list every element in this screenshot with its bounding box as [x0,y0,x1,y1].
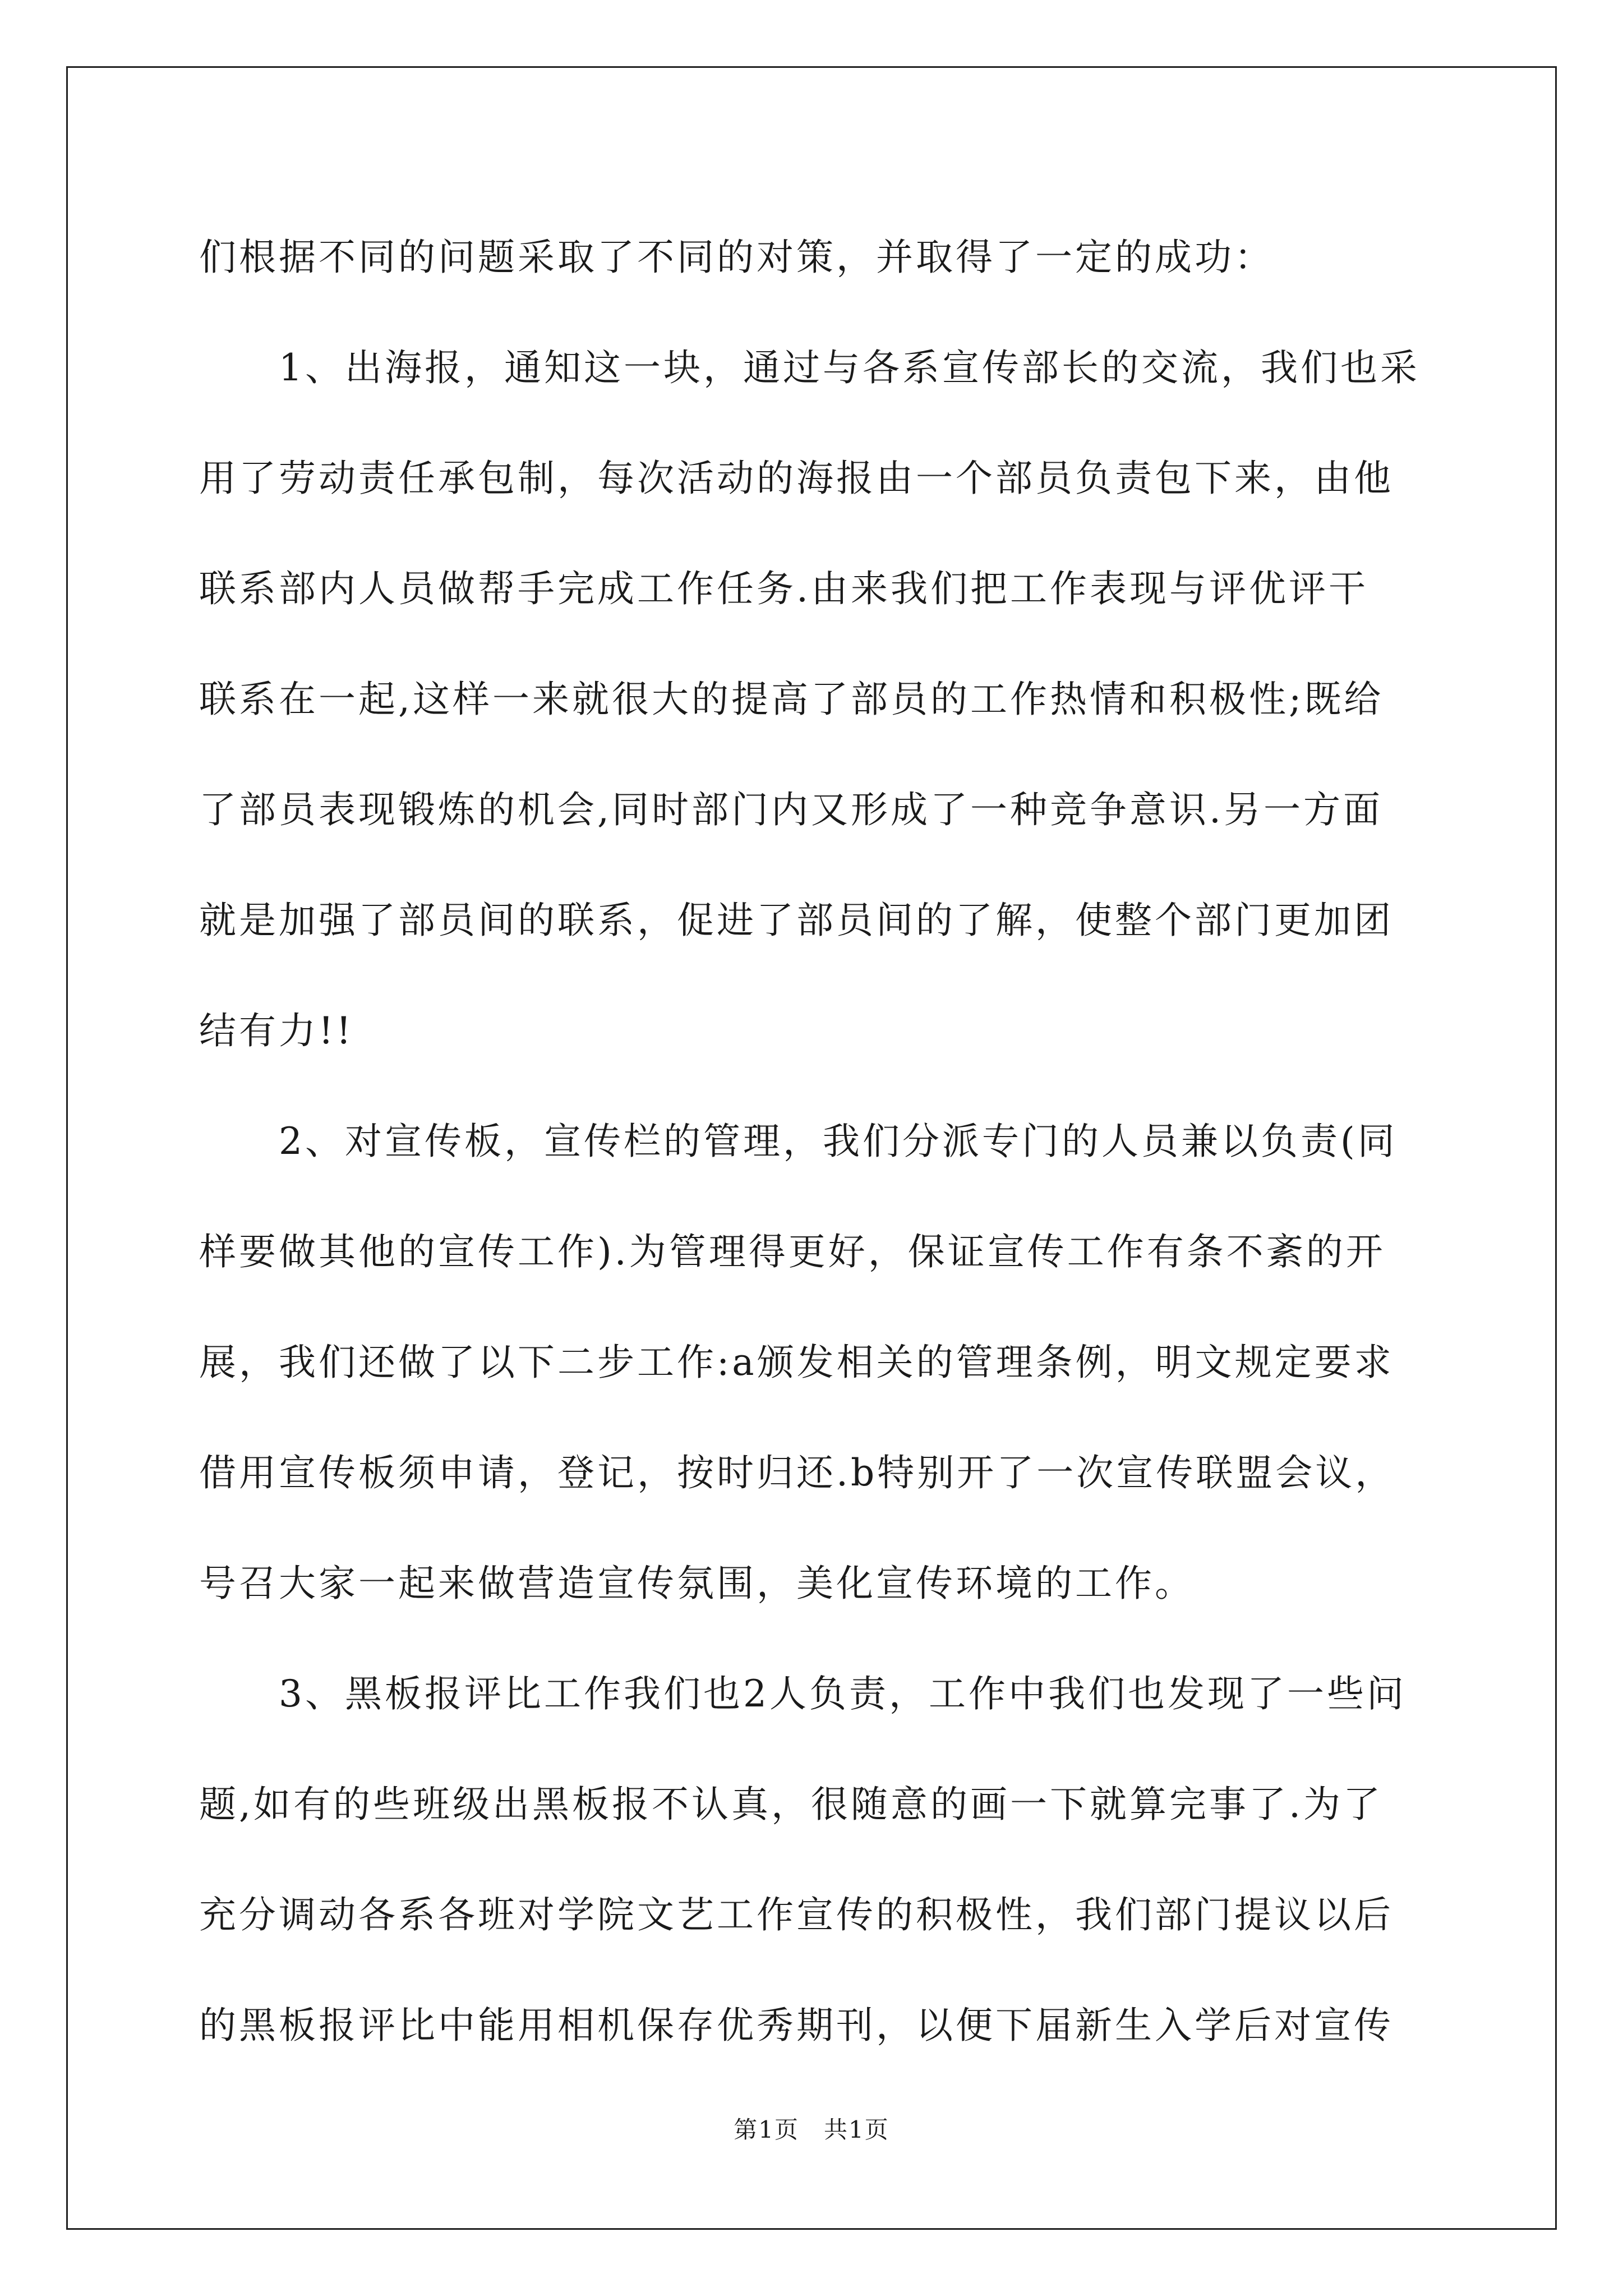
text-line: 2、对宣传板，宣传栏的管理，我们分派专门的人员兼以负责(同 [199,1120,1398,1163]
text-line: 就是加强了部员间的联系，促进了部员间的了解，使整个部门更加团 [199,899,1394,942]
text-line: 用了劳动责任承包制，每次活动的海报由一个部员负责包下来，由他 [199,457,1394,500]
text-line: 1、出海报，通知这一块，通过与各系宣传部长的交流，我们也采 [199,346,1420,389]
text-line: 号召大家一起来做营造宣传氛围，美化宣传环境的工作。 [199,1562,1195,1605]
text-line: 结有力!! [199,1009,354,1052]
text-line: 充分调动各系各班对学院文艺工作宣传的积极性，我们部门提议以后 [199,1893,1394,1936]
text-line: 题,如有的些班级出黑板报不认真，很随意的画一下就算完事了.为了 [199,1783,1383,1826]
document-body [199,202,1430,2081]
text-line: 展，我们还做了以下二步工作:a颁发相关的管理条例，明文规定要求 [199,1341,1394,1384]
text-line: 了部员表现锻炼的机会,同时部门内又形成了一种竞争意识.另一方面 [199,788,1383,831]
text-line: 样要做其他的宣传工作).为管理得更好，保证宣传工作有条不紊的开 [199,1230,1386,1273]
text-line: 的黑板报评比中能用相机保存优秀期刊，以便下届新生入学后对宣传 [199,2004,1394,2047]
text-line: 3、黑板报评比工作我们也2人负责，工作中我们也发现了一些问 [199,1672,1407,1715]
text-line: 联系部内人员做帮手完成工作任务.由来我们把工作表现与评优评干 [199,567,1368,610]
text-line: 借用宣传板须申请，登记，按时归还.b特别开了一次宣传联盟会议， [199,1451,1395,1494]
text-line: 联系在一起,这样一来就很大的提高了部员的工作热情和积极性;既给 [199,678,1384,721]
page-number-footer: 第1页 共1页 [734,2116,889,2143]
text-line: 们根据不同的问题采取了不同的对策，并取得了一定的成功： [199,236,1274,279]
